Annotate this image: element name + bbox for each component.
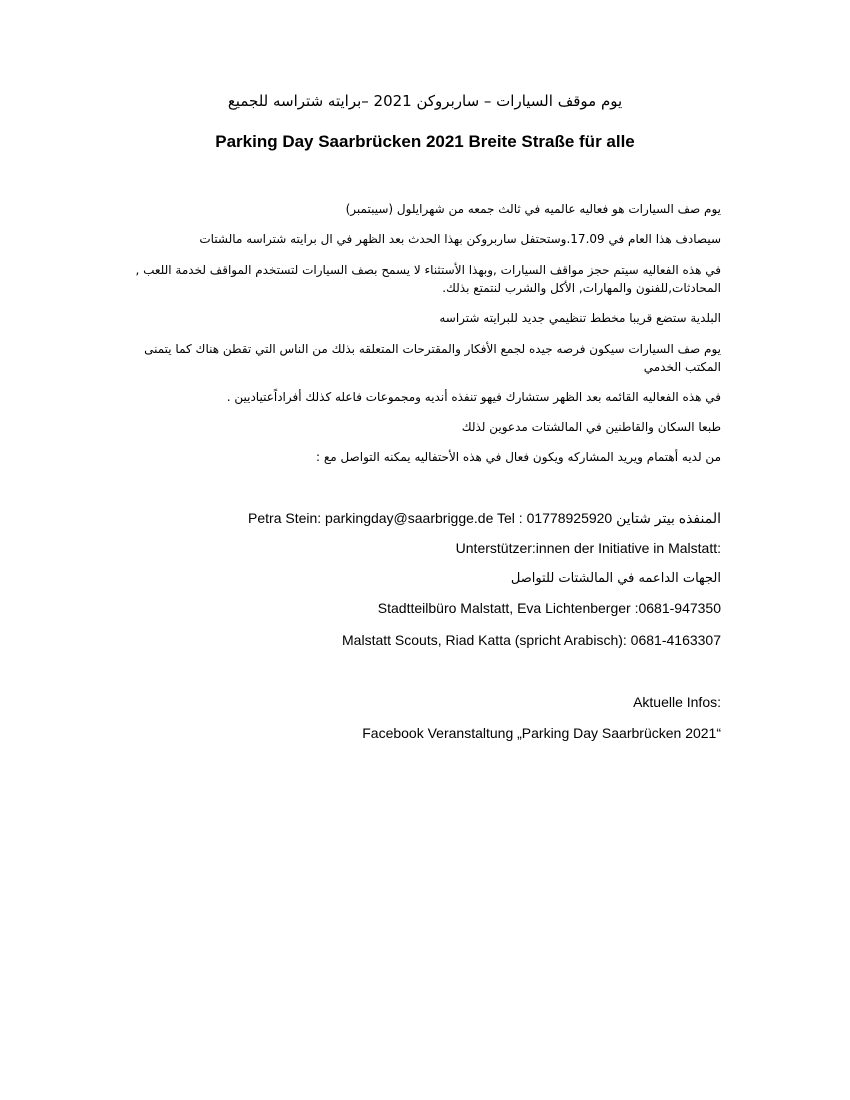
paragraph-8: من لديه أهتمام ويريد المشاركه ويكون فعال في هذه الأحتفاليه يمكنه التواصل مع : [315,450,721,464]
paragraph-4: البلدية ستضع قريبا مخطط تنظيمي جديد للبرايته شتراسه [439,311,721,325]
supporter-stadtteilbuero: Stadtteilbüro Malstatt, Eva Lichtenberger :0681-947350 [377,600,721,616]
title-german: Parking Day Saarbrücken 2021 Breite Straße für alle [215,132,635,151]
paragraph-3-line-1: في هذه الفعاليه سيتم حجز مواقف السيارات ,وبهذا الأستثناء لا يسمح بصف السيارات لتستخدم المواقف لخدمة اللعب , [135,263,721,277]
paragraph-2: سيصادف هذا العام في 17.09.وستحتفل ساربروكن بهذا الحدث بعد الظهر في ال برايته شتراسه مالشتات [199,232,721,246]
paragraph-5-line-1: يوم صف السيارات سيكون فرصه جيده لجمع الأفكار والمقترحات المتعلقه بذلك من الناس التي تقطن هناك كما يتمنى [144,342,721,356]
title-arabic: يوم موقف السيارات – ساربروكن 2021 –برايته شتراسه للجميع [227,92,623,110]
paragraph-5-line-2: المكتب الخدمي [643,360,721,374]
info-facebook: Facebook Veranstaltung „Parking Day Saarbrücken 2021“ [362,725,721,741]
supporter-scouts: Malstatt Scouts, Riad Katta (spricht Arabisch): 0681-4163307 [342,632,721,648]
info-heading: Aktuelle Infos: [633,694,721,710]
supporters-german: Unterstützer:innen der Initiative in Malstatt: [455,540,721,556]
supporters-arabic: الجهات الداعمه في المالشتات للتواصل [510,571,721,586]
paragraph-7: طبعا السكان والقاطنين في المالشتات مدعوين لذلك [461,420,721,434]
paragraph-1: يوم صف السيارات هو فعاليه عالميه في ثالث جمعه من شهرايلول (سيبتمبر) [345,202,721,216]
paragraph-3-line-2: المحادثات,للفنون والمهارات, الأكل والشرب لنتمتع بذلك. [442,281,721,295]
paragraph-6: في هذه الفعاليه القائمه بعد الظهر ستشارك فيهو تنفذه أنديه ومجموعات فاعله كذلك أفراداًعتياديين . [226,390,721,404]
contact-line: Petra Stein: parkingday@saarbrigge.de Tel : 01778925920 المنفذه بيتر شتاين [248,510,721,526]
